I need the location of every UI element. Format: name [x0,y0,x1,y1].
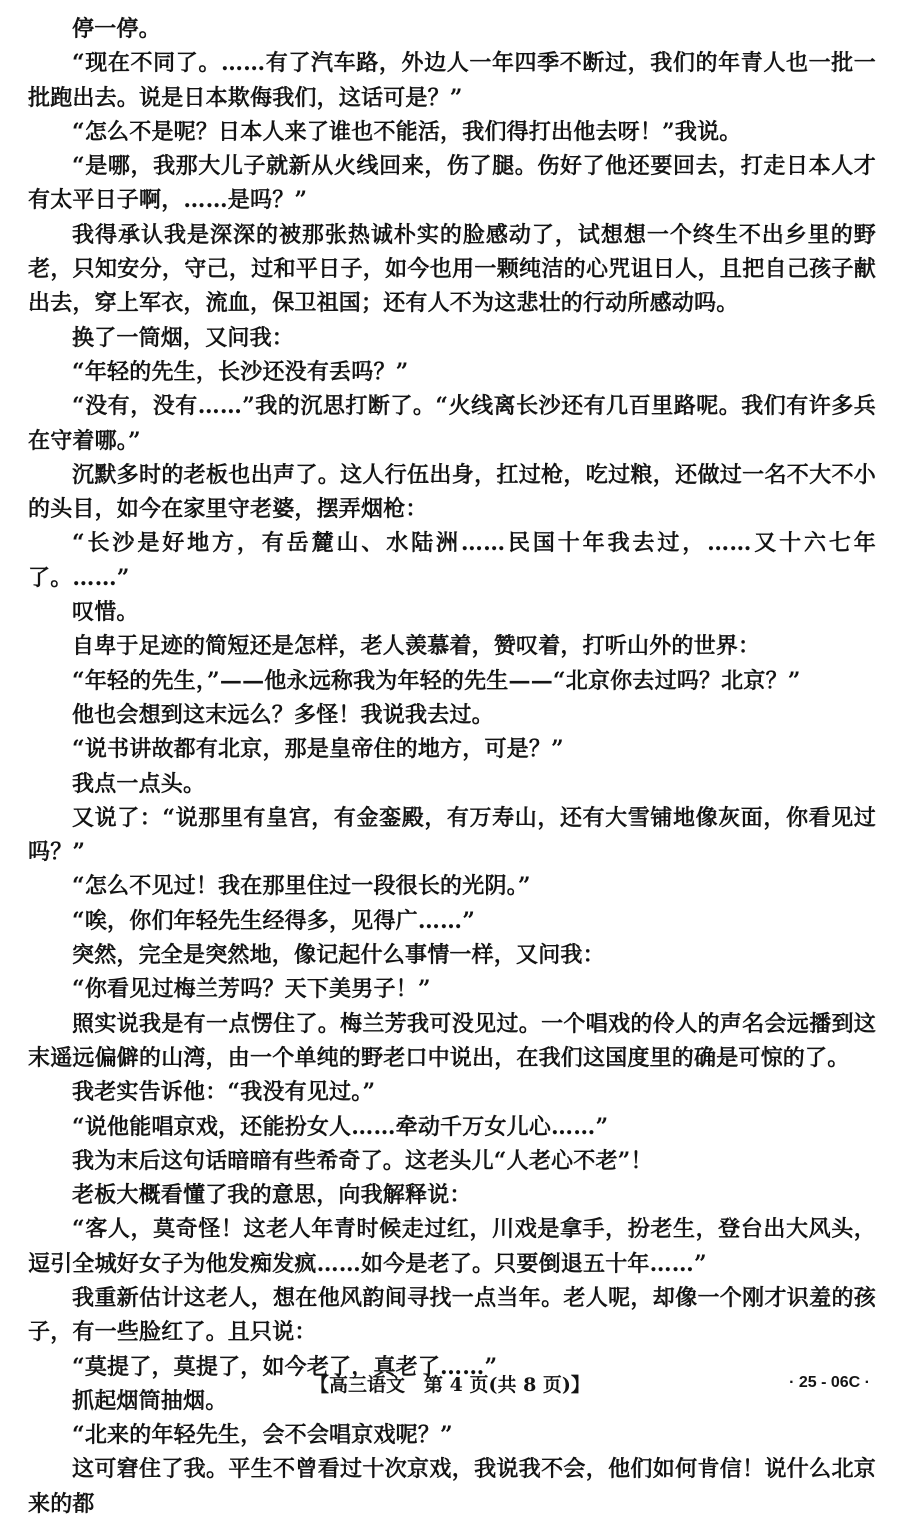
paragraph: 我点一点头。 [72,770,206,797]
paragraph: “说他能唱京戏，还能扮女人……牵动千万女儿心……” [72,1113,609,1140]
paragraph: 他也会想到这末远么？多怪！我说我去过。 [72,701,494,728]
paragraph: 自卑于足迹的简短还是怎样，老人羡慕着，赞叹着，打听山外的世界： [72,633,761,660]
page-footer [0,1370,900,1404]
paragraph: “现在不同了。……有了汽车路，外边人一年四季不断过，我们的年青人也一批一批跑出去。说是日本欺侮我们，这话可是？” [28,50,876,111]
paragraph: “唉，你们年轻先生经得多，见得广……” [72,907,476,934]
paragraph: “没有，没有……”我的沉思打断了。“火线离长沙还有几百里路呢。我们有许多兵在守着哪。” [28,393,876,454]
paragraph: “长沙是好地方，有岳麓山、水陆洲……民国十年我去过，……又十六七年了。……” [28,530,876,591]
paragraph: 我为末后这句话暗暗有些希奇了。这老头儿“人老心不老”！ [72,1147,653,1174]
paragraph: “说书讲故都有北京，那是皇帝住的地方，可是？” [72,736,564,763]
paragraph: 照实说我是有一点愣住了。梅兰芳我可没见过。一个唱戏的伶人的声名会远播到这末遥远偏僻的山湾，由一个单纯的野老口中说出，在我们这国度里的确是可惊的了。 [28,1010,876,1071]
article-body [28,12,876,1521]
paragraph: “莫提了，莫提了，如今老了，真老了……” [72,1353,498,1380]
paragraph: “北来的年轻先生，会不会唱京戏呢？” [72,1422,453,1449]
paragraph: “年轻的先生，”——他永远称我为年轻的先生——“北京你去过吗？北京？” [72,667,801,694]
paragraph: 我老实告诉他：“我没有见过。” [72,1079,376,1106]
paragraph: 换了一筒烟，又问我： [72,324,295,351]
paragraph: 这可窘住了我。平生不曾看过十次京戏，我说我不会，他们如何肯信！说什么北京来的都 [28,1456,876,1517]
paragraph: “怎么不见过！我在那里住过一段很长的光阴。” [72,873,531,900]
paragraph: “你看见过梅兰芳吗？天下美男子！” [72,976,431,1003]
paragraph: 叹惜。 [72,599,139,626]
paragraph: “是哪，我那大儿子就新从火线回来，伤了腿。伤好了他还要回去，打走日本人才有太平日子啊，……是吗？” [28,153,876,214]
paragraph: 抓起烟筒抽烟。 [72,1387,228,1414]
paragraph: 我重新估计这老人，想在他风韵间寻找一点当年。老人呢，却像一个刚才识羞的孩子，有一些脸红了。且只说： [28,1284,876,1346]
paragraph: “怎么不是呢？日本人来了谁也不能活，我们得打出他去呀！”我说。 [72,118,742,145]
paragraph: 又说了：“说那里有皇宫，有金銮殿，有万寿山，还有大雪铺地像灰面，你看见过吗？” [28,804,876,866]
paragraph: 停一停。 [72,16,161,42]
paragraph: 老板大概看懂了我的意思，向我解释说： [72,1182,472,1209]
paragraph: “客人，莫奇怪！这老人年青时候走过红，川戏是拿手，扮老生，登台出大风头，逗引全城好女子为他发痴发疯……如今是老了。只要倒退五十年……” [28,1216,876,1277]
paragraph: 我得承认我是深深的被那张热诚朴实的脸感动了，试想想一个终生不出乡里的野老，只知安分，守己，过和平日子，如今也用一颗纯洁的心咒诅日人，且把自己孩子献出去，穿上军衣，流血，保卫祖国；还有人不为这悲壮的行动所感动吗。 [28,221,876,317]
footer-page-title: 【高三语文 第 4 页(共 8 页)】 [310,1374,590,1396]
paragraph: 突然，完全是突然地，像记起什么事情一样，又问我： [72,942,605,969]
footer-exam-code: · 25 - 06C · [789,1374,870,1391]
paragraph: 沉默多时的老板也出声了。这人行伍出身，扛过枪，吃过粮，还做过一名不大不小的头目，如今在家里守老婆，摆弄烟枪： [28,461,876,523]
paragraph: “年轻的先生，长沙还没有丢吗？” [72,358,409,385]
